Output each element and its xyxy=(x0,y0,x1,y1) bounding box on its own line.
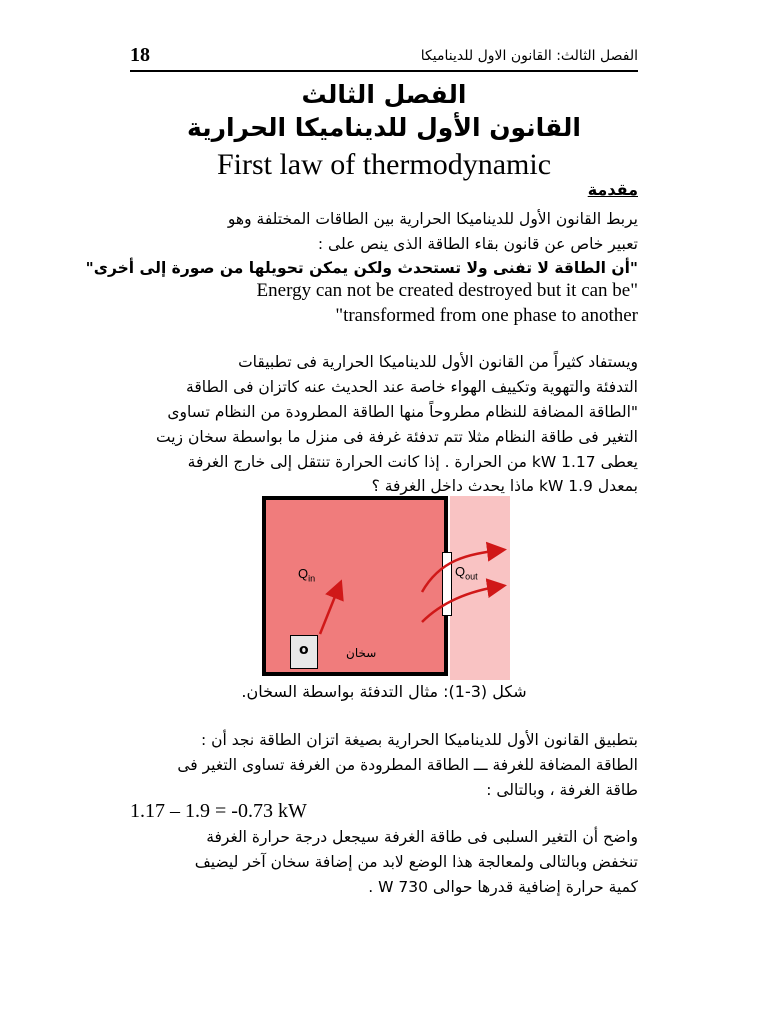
para2-line-2: التدفئة والتهوية وتكييف الهواء خاصة عند الحديث عنه كاتزان فى الطاقة xyxy=(186,378,638,396)
heating-figure xyxy=(262,496,510,680)
para2-line-6: بمعدل 1.9 kW ماذا يحدث داخل الغرفة ؟ xyxy=(371,477,638,495)
chapter-title: القانون الأول للديناميكا الحرارية xyxy=(187,113,581,142)
running-header xyxy=(130,46,638,68)
page-number: 18 xyxy=(130,44,150,66)
qout-subscript: out xyxy=(465,571,478,582)
english-title: First law of thermodynamic xyxy=(216,148,552,181)
para2-line-1: ويستفاد كثيراً من القانون الأول للديناميكا الحرارية فى تطبيقات xyxy=(238,353,638,371)
para3-line-1: بتطبيق القانون الأول للديناميكا الحرارية بصيغة اتزان الطاقة نجد أن : xyxy=(200,731,638,749)
qin-subscript: in xyxy=(308,573,316,584)
qout-label: $Q_{out}$ xyxy=(455,564,478,582)
heater-symbol: o xyxy=(299,642,309,658)
energy-equation: 1.17 – 1.9 = -0.73 kW xyxy=(130,800,307,822)
para3-line-3: طاقة الغرفة ، وبالتالى : xyxy=(486,781,638,799)
qin-label: $Q_{in}$ xyxy=(298,566,316,584)
intro-quote-arabic: "أن الطاقة لا تفنى ولا تستحدث ولكن يمكن تحويلها من صورة إلى أخرى" xyxy=(85,259,638,277)
intro-quote-english-2: "transformed from one phase to another xyxy=(335,305,638,326)
intro-heading: مقدمة xyxy=(587,180,638,199)
para3-line-2: الطاقة المضافة للغرفة ـــ الطاقة المطرودة من الغرفة تساوى التغير فى xyxy=(177,756,638,774)
heater-label: سخان xyxy=(346,646,377,660)
running-header-title: الفصل الثالث: القانون الاول للديناميكا xyxy=(420,48,638,64)
intro-line-2: تعبير خاص عن قانون بقاء الطاقة الذى ينص على : xyxy=(317,235,638,253)
para2-line-4: التغير فى طاقة النظام مثلا تتم تدفئة غرفة فى منزل ما بواسطة سخان زيت xyxy=(156,428,638,446)
header-rule xyxy=(130,70,638,72)
intro-quote-english-1: Energy can not be created destroyed but it can be" xyxy=(256,280,638,301)
para4-line-3: كمية حرارة إضافية قدرها حوالى 730 W . xyxy=(368,878,638,896)
para2-line-3: "الطاقة المضافة للنظام مطروحاً منها الطاقة المطرودة من النظام تساوى xyxy=(167,403,638,421)
para4-line-1: واضح أن التغير السلبى فى طاقة الغرفة سيجعل درجة حرارة الغرفة xyxy=(206,828,638,846)
chapter-label: الفصل الثالث xyxy=(301,80,467,109)
heater xyxy=(290,635,318,669)
figure-caption: شكل (3-1): مثال التدفئة بواسطة السخان. xyxy=(241,682,527,701)
qout-arrow-lower xyxy=(422,586,502,622)
para2-line-5: يعطى 1.17 kW من الحرارة . إذا كانت الحرارة تنتقل إلى خارج الغرفة xyxy=(187,453,638,471)
para4-line-2: تنخفض وبالتالى ولمعالجة هذا الوضع لابد من إضافة سخان آخر ليضيف xyxy=(194,853,638,871)
qin-arrow xyxy=(320,584,340,634)
intro-line-1: يربط القانون الأول للديناميكا الحرارية بين الطاقات المختلفة وهو xyxy=(227,210,638,228)
